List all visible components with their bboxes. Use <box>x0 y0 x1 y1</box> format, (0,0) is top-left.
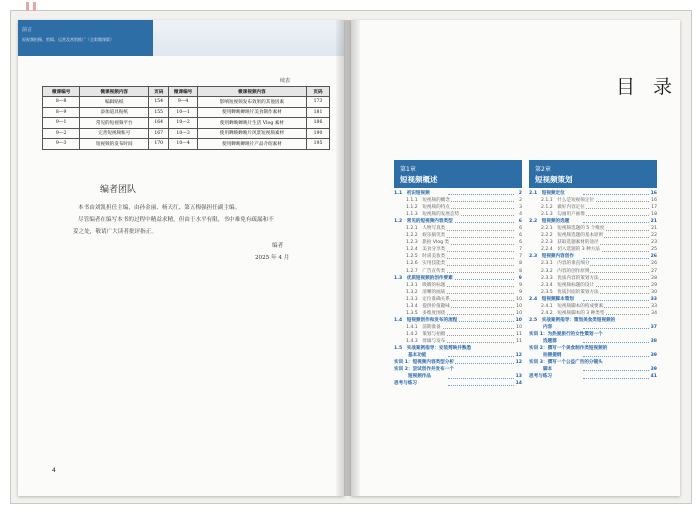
toc-entry-label: 1.2.3 旅拍 Vlog 类 <box>406 240 450 246</box>
table-header-cell: 微课编号 <box>43 87 80 97</box>
toc-entry-page: 9 <box>519 282 522 288</box>
table-row <box>43 139 330 150</box>
table-cell: 使用蝉映蝉映片产品介绍素材 <box>197 139 306 150</box>
chapter-2-header <box>529 160 657 188</box>
toc-column-chapter-1 <box>394 190 522 387</box>
table-cell: 170 <box>149 139 169 150</box>
toc-entry <box>529 303 657 310</box>
toc-entry <box>394 253 522 260</box>
toc-entry-page: 9 <box>518 275 522 281</box>
toc-entry-label: 1.3.1 吸睛的标题 <box>406 282 446 288</box>
toc-entry-label: 2.1.1 什么是短视频定位 <box>541 198 595 204</box>
page-number: 4 <box>52 467 56 474</box>
toc-entry-page: 2 <box>519 198 522 204</box>
toc-entry-page: 34 <box>651 310 657 316</box>
toc-title: 目 录 <box>616 76 679 98</box>
toc-entry-page: 41 <box>650 374 657 380</box>
toc-entry-label: 2.2.2 短视频选题的基本原则 <box>541 233 604 239</box>
leader-dots <box>583 258 649 259</box>
toc-entry <box>529 282 657 289</box>
table-caption: 续表 <box>280 78 291 84</box>
left-page <box>18 20 344 496</box>
table-cell: 编辑贴纸 <box>80 97 149 108</box>
table-header-cell: 微课视频内容 <box>80 87 149 97</box>
toc-entry-page: 23 <box>651 240 657 246</box>
toc-entry <box>529 232 657 239</box>
toc-entry-page: 10 <box>516 296 522 302</box>
toc-entry-page: 27 <box>651 268 657 274</box>
toc-entry-page: 6 <box>519 226 522 232</box>
table-row <box>43 128 330 139</box>
date: 2025 年 4 月 <box>255 255 290 261</box>
toc-entry <box>394 359 522 366</box>
table-cell: 8—9 <box>43 107 80 118</box>
toc-entry-label: 1.4.2 策划与拍摄 <box>406 331 446 337</box>
table-cell: 完善短视频账号 <box>80 128 149 139</box>
toc-entry <box>394 324 522 331</box>
table-cell: 使用蝉映蝉映片美食制作素材 <box>197 107 306 118</box>
toc-entry-page: 12 <box>515 360 522 366</box>
toc-entry-label: 思考与练习 <box>529 374 552 380</box>
toc-entry-page: 25 <box>651 247 657 253</box>
toc-entry-page: 6 <box>519 233 522 239</box>
toc-entry-page: 7 <box>519 254 522 260</box>
table-cell: 167 <box>149 128 169 139</box>
toc-entry-label: 1.2.4 美食分享类 <box>406 247 446 253</box>
decor-mark <box>26 2 29 11</box>
table-row <box>43 97 330 108</box>
toc-entry-page: 4 <box>519 212 522 218</box>
toc-entry-page: 29 <box>651 282 657 288</box>
toc-entry-label: 实训 3：撰写一个公益广告的分镜头 <box>529 360 603 366</box>
toc-entry <box>394 197 522 204</box>
toc-entry-page: 16 <box>650 191 657 196</box>
leader-dots <box>583 370 649 371</box>
toc-entry <box>394 211 522 218</box>
toc-entry <box>394 380 522 387</box>
toc-entry <box>529 268 657 275</box>
toc-entry-label: 2.2 短视频的选题 <box>529 219 570 225</box>
toc-entry-label: 短视频作品 <box>408 374 431 380</box>
toc-entry-label: 实训 1：为热爱旅行的女性策划一个 <box>529 331 603 337</box>
foreword-title: 编者团队 <box>100 185 137 195</box>
chapter-number: 第2章 <box>535 166 551 173</box>
toc-entry <box>394 275 522 282</box>
toc-entry-label: 1.1.2 短视频的特点 <box>406 205 450 211</box>
toc-entry <box>394 268 522 275</box>
toc-entry-page: 14 <box>515 381 522 387</box>
toc-entry <box>529 253 657 260</box>
toc-entry-page: 3 <box>519 205 522 211</box>
toc-entry-label: 1.2 常见的短视频内容类型 <box>394 219 453 225</box>
leader-dots <box>448 378 514 379</box>
toc-entry <box>529 190 657 197</box>
toc-entry <box>394 246 522 253</box>
toc-entry-page: 7 <box>519 247 522 253</box>
toc-entry-label: 思考与练习 <box>394 381 417 387</box>
toc-entry-page: 28 <box>651 275 657 281</box>
table-row <box>43 107 330 118</box>
leader-dots <box>448 279 514 280</box>
toc-entry-page: 8 <box>519 261 522 267</box>
table-header-cell: 页码 <box>307 87 330 97</box>
toc-entry <box>529 197 657 204</box>
table-header-cell: 页码 <box>149 87 169 97</box>
open-book <box>18 20 680 496</box>
toc-entry-label: 基本功能 <box>408 353 427 359</box>
table-cell: 使用蝉映蝉映片生活 Vlog 素材 <box>197 118 306 129</box>
toc-entry-label: 2.3.4 短视频标题的设计 <box>541 282 595 288</box>
toc-entry-page: 21 <box>650 219 657 225</box>
table-cell: 154 <box>149 97 169 108</box>
toc-entry-page: 17 <box>651 205 657 211</box>
leader-dots <box>583 328 649 329</box>
toc-entry <box>394 232 522 239</box>
toc-entry-label: 1.1.3 短视频的发展态势 <box>406 212 460 218</box>
toc-entry <box>394 373 522 380</box>
toc-entry-label: 1.4.3 剪辑与发布 <box>406 338 446 344</box>
toc-entry-label: 1.1.1 短视频的概念 <box>406 198 450 204</box>
toc-entry <box>529 225 657 232</box>
leader-dots <box>583 342 649 343</box>
table-cell: 常见的短视频平台 <box>80 118 149 129</box>
toc-entry-page: 16 <box>651 198 657 204</box>
toc-entry-label: 实训 2：尝试创作并发布一个 <box>394 367 454 373</box>
toc-entry-page: 2 <box>518 191 522 196</box>
toc-entry-page: 6 <box>518 219 522 225</box>
toc-entry <box>394 239 522 246</box>
foreword-line: 妥之处，敬请广大读者批评指正。 <box>73 229 157 235</box>
toc-entry-label: 1.2.5 时尚美妆类 <box>406 254 446 260</box>
table-header-cell: 微课视频内容 <box>197 87 306 97</box>
toc-entry <box>394 204 522 211</box>
header-title: 前言 <box>22 27 33 33</box>
toc-entry-label: 1.2.6 实用技能类 <box>406 261 446 267</box>
foreword-line: 本书由刘凯担任主编，由孙金丽、杨天红、第五梅强担任副主编。 <box>78 205 241 211</box>
table-cell: 10—4 <box>169 139 198 150</box>
table-cell: 10—1 <box>169 107 198 118</box>
table-header-cell: 微课编号 <box>169 87 198 97</box>
table-cell: 155 <box>149 107 169 118</box>
right-page <box>351 20 680 496</box>
toc-entry <box>529 246 657 253</box>
table-cell: 173 <box>307 97 330 108</box>
toc-entry-label: 选题群 <box>543 338 557 344</box>
header-subtitle: 短视频拍摄、剪辑、运营及营销推广（全彩微课版） <box>22 37 114 42</box>
toc-entry <box>529 310 657 317</box>
toc-entry-label: 2.3.1 内容的垂直细分 <box>541 261 590 267</box>
toc-entry-page: 33 <box>651 303 657 309</box>
table-cell: 影响短视频发布效果的其他因素 <box>197 97 306 108</box>
table-cell: 9—1 <box>43 118 80 129</box>
table-header-row <box>43 87 330 97</box>
toc-entry-page: 38 <box>650 338 657 344</box>
toc-entry <box>394 352 522 359</box>
toc-entry-page: 8 <box>519 268 522 274</box>
table-cell: 9—3 <box>43 139 80 150</box>
toc-entry <box>529 331 657 338</box>
toc-entry <box>394 366 522 373</box>
toc-entry-page: 13 <box>515 374 522 380</box>
toc-entry-label: 2.2.3 获取选题素材的途径 <box>541 240 599 246</box>
toc-entry-page: 11 <box>516 331 522 337</box>
chapter-1-header <box>394 160 522 188</box>
toc-entry <box>394 282 522 289</box>
toc-entry <box>529 317 657 324</box>
toc-entry <box>529 218 657 225</box>
toc-entry <box>394 303 522 310</box>
toc-entry <box>529 345 657 352</box>
table-cell: 添加道具贴纸 <box>80 107 149 118</box>
toc-entry <box>529 359 657 366</box>
toc-entry <box>529 204 657 211</box>
table-cell: 10—2 <box>169 118 198 129</box>
toc-entry-label: 1.4.1 前期准备 <box>406 324 441 330</box>
microlesson-table <box>42 86 330 150</box>
decor-mark <box>33 2 36 11</box>
chapter-title: 短视频概述 <box>400 175 438 184</box>
toc-entry <box>529 366 657 373</box>
toc-entry-page: 39 <box>650 353 657 359</box>
toc-entry <box>394 190 522 197</box>
toc-entry <box>394 260 522 267</box>
toc-entry-label: 1.2.2 娱乐搞笑类 <box>406 233 446 239</box>
toc-entry-label: 1.3.4 提供价值趣味 <box>406 303 450 309</box>
table-cell: 9—4 <box>169 97 198 108</box>
toc-entry-label: 拍摄提纲 <box>543 353 562 359</box>
table-cell: 使用蝉映蝉映片风景短视频素材 <box>197 128 306 139</box>
toc-entry <box>394 296 522 303</box>
chapter-title: 短视频策划 <box>535 175 573 184</box>
signature: 编者 <box>272 243 284 249</box>
toc-entry-label: 1.1 初识短视频 <box>394 191 430 196</box>
toc-entry <box>394 317 522 324</box>
table-cell: 190 <box>307 128 330 139</box>
toc-entry-page: 10 <box>516 303 522 309</box>
toc-entry-label: 1.3.3 定位准确关系 <box>406 296 450 302</box>
table-cell: 186 <box>307 118 330 129</box>
toc-entry-page: 26 <box>650 254 657 260</box>
toc-entry-label: 2.1 短视频定位 <box>529 191 565 196</box>
toc-entry-label: 2.2.1 短视频选题的 5 个维度 <box>541 226 605 232</box>
toc-entry-label: 1.3.5 多维度围绕 <box>406 310 446 316</box>
toc-entry-page: 30 <box>651 289 657 295</box>
toc-column-chapter-2 <box>529 190 657 380</box>
book-spine <box>336 20 360 496</box>
leader-dots <box>583 300 649 301</box>
toc-entry-label: 2.1.3 勾画用户画像 <box>541 212 585 218</box>
toc-entry <box>394 338 522 345</box>
toc-entry <box>529 338 657 345</box>
toc-entry <box>529 260 657 267</box>
leader-dots <box>583 194 649 195</box>
toc-entry-page: 33 <box>650 296 657 302</box>
leader-dots <box>448 222 514 223</box>
toc-entry <box>394 289 522 296</box>
table-cell: 短视频的发布时间 <box>80 139 149 150</box>
toc-entry-label: 实训 2：撰写一个美食制作类短视频的 <box>529 346 608 352</box>
toc-entry <box>529 239 657 246</box>
toc-entry-page: 18 <box>651 212 657 218</box>
toc-entry-label: 实训 1：短视频内容类型分析 <box>394 360 454 366</box>
table-cell: 164 <box>149 118 169 129</box>
toc-entry-label: 2.3.3 优质内容的策划方法 <box>541 275 599 281</box>
header-strip <box>153 20 344 56</box>
toc-entry <box>394 310 522 317</box>
toc-entry-label: 1.2.7 广告宣传类 <box>406 268 446 274</box>
toc-entry-label: 2.4 短视频脚本策划 <box>529 296 574 302</box>
toc-entry-page: 26 <box>651 261 657 267</box>
table-cell: 10—3 <box>169 128 198 139</box>
toc-entry-page: 6 <box>519 240 522 246</box>
table-row <box>43 118 330 129</box>
toc-entry-page: 10 <box>516 310 522 316</box>
toc-entry <box>529 373 657 380</box>
leader-dots <box>448 363 514 364</box>
chapter-number: 第1章 <box>400 166 416 173</box>
toc-entry-label: 1.4 短视频创作和发布的流程 <box>394 317 458 323</box>
toc-entry <box>394 218 522 225</box>
leader-dots <box>583 222 649 223</box>
toc-entry-label: 2.3.5 优质封面的策划方法 <box>541 289 599 295</box>
toc-entry-page: 9 <box>519 289 522 295</box>
toc-entry <box>529 275 657 282</box>
leader-dots <box>583 378 649 379</box>
toc-entry <box>529 296 657 303</box>
toc-entry-label: 2.3.2 内容的创作原则 <box>541 268 590 274</box>
toc-entry <box>529 289 657 296</box>
foreword-line: 尽管编者在编写本书的过程中精益求精，但由于水平有限，书中难免有疏漏和不 <box>78 217 274 223</box>
toc-entry-page: 22 <box>651 233 657 239</box>
leader-dots <box>448 194 514 195</box>
toc-entry-label: 2.4.2 短视频脚本的 3 种类型 <box>541 310 605 316</box>
toc-entry <box>529 352 657 359</box>
toc-entry-label: 2.3 短视频内容创作 <box>529 254 574 260</box>
toc-entry <box>394 225 522 232</box>
toc-entry <box>394 331 522 338</box>
leader-dots <box>448 356 514 357</box>
toc-entry <box>394 345 522 352</box>
toc-entry-page: 10 <box>516 324 522 330</box>
table-cell: 181 <box>307 107 330 118</box>
toc-entry-label: 2.1.2 做好内容定位 <box>541 205 585 211</box>
leader-dots <box>448 385 514 386</box>
toc-entry-label: 1.3 优质短视频的创作要素 <box>394 275 453 281</box>
toc-entry-label: 脚本 <box>543 367 553 373</box>
toc-entry <box>529 211 657 218</box>
toc-entry-page: 21 <box>651 226 657 232</box>
toc-entry-page: 11 <box>516 338 522 344</box>
toc-entry-page: 12 <box>515 353 522 359</box>
page-header-band <box>18 20 153 56</box>
toc-entry-label: 1.5 实战案例指导：安装剪映并熟悉 <box>394 346 472 352</box>
toc-entry-label: 1.2.1 人物写真类 <box>406 226 446 232</box>
toc-entry <box>529 324 657 331</box>
toc-entry-label: 内容 <box>543 324 553 330</box>
toc-entry-label: 2.5 实战案例指导：策划美食类短视频的 <box>529 317 616 323</box>
toc-entry-page: 39 <box>650 367 657 373</box>
table-cell: 8—8 <box>43 97 80 108</box>
toc-entry-page: 37 <box>650 324 657 330</box>
table-cell: 195 <box>307 139 330 150</box>
toc-entry-label: 1.3.2 清晰的画质 <box>406 289 446 295</box>
leader-dots <box>583 356 649 357</box>
toc-entry-label: 2.4.1 短视频脚本的构成要素 <box>541 303 604 309</box>
toc-entry-label: 2.2.4 切入选题的 3 种方法 <box>541 247 600 253</box>
toc-entry-page: 10 <box>515 317 522 323</box>
table-cell: 9—2 <box>43 128 80 139</box>
